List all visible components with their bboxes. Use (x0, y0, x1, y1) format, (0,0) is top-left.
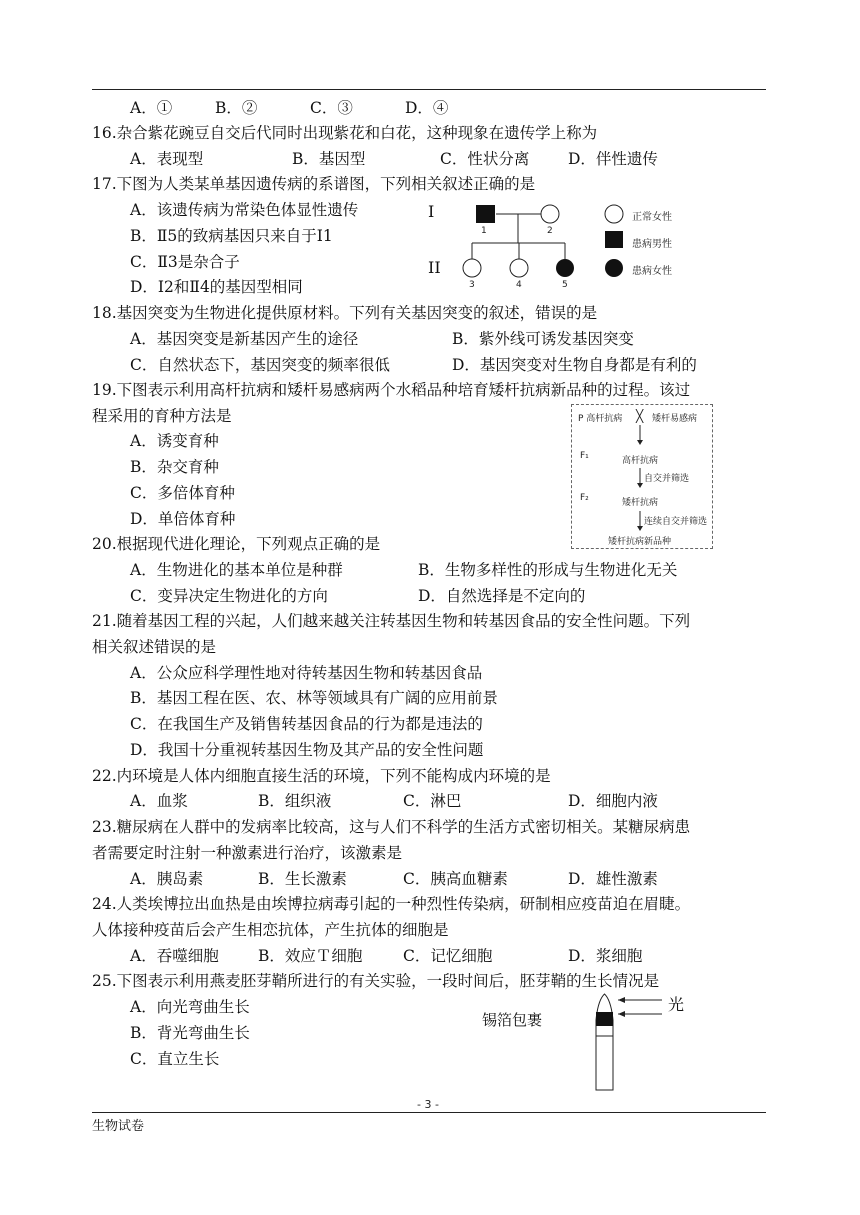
q19-option-d: D．单倍体育种 (130, 510, 236, 528)
breeding-step-2: 连续自交并筛选 (644, 517, 708, 527)
q24-option-a: A．吞噬细胞 (130, 947, 219, 965)
q19-option-a: A．诱变育种 (130, 432, 219, 450)
q25-option-a: A．向光弯曲生长 (130, 998, 250, 1016)
q16-option-c: C．性状分离 (440, 150, 530, 168)
q25-stem: 25.下图表示利用燕麦胚芽鞘所进行的有关实验，一段时间后，胚芽鞘的生长情况是 (92, 972, 660, 990)
q16-stem: 16.杂合紫花豌豆自交后代同时出现紫花和白花，这种现象在遗传学上称为 (92, 124, 598, 142)
top-rule (92, 89, 766, 90)
pedigree-normal-female-4 (510, 259, 528, 277)
q21-stem-line2: 相关叙述错误的是 (92, 638, 217, 656)
pedigree-figure (420, 198, 710, 298)
q18-option-d: D．基因突变对生物自身都是有利的 (452, 356, 697, 374)
pedigree-gen-2-label: II (428, 258, 441, 277)
q21-stem-line1: 21.随着基因工程的兴起，人们越来越关注转基因生物和转基因食品的安全性问题。下列 (92, 612, 691, 630)
light-label: 光 (668, 995, 685, 1014)
q24-option-c: C．记忆细胞 (403, 947, 493, 965)
q20-option-b: B．生物多样性的形成与生物进化无关 (418, 561, 678, 579)
page-number: - 3 - (417, 1098, 439, 1111)
q18-option-c: C．自然状态下，基因突变的频率很低 (130, 356, 390, 374)
breeding-f1-text: 高杆抗病 (622, 456, 659, 466)
q16-option-b: B．基因型 (292, 150, 366, 168)
q20-option-d: D．自然选择是不定向的 (418, 587, 586, 605)
pedigree-id-5: 5 (562, 280, 568, 290)
q23-option-a: A．胰岛素 (130, 870, 204, 888)
breeding-f1-label: F₁ (580, 451, 589, 461)
breeding-step-1: 自交并筛选 (644, 474, 690, 484)
q16-option-d: D．伴性遗传 (568, 150, 658, 168)
q17-option-a: A．该遗传病为常染色体显性遗传 (130, 201, 359, 219)
q21-option-c: C．在我国生产及销售转基因食品的行为都是违法的 (130, 715, 483, 733)
q21-option-a: A．公众应科学理性地对待转基因生物和转基因食品 (130, 664, 483, 682)
q22-stem: 22.内环境是人体内细胞直接生活的环境，下列不能构成内环境的是 (92, 767, 551, 785)
q23-option-c: C．胰高血糖素 (403, 870, 508, 888)
q22-option-a: A．血浆 (130, 792, 188, 810)
q23-stem-line1: 23.糖尿病在人群中的发病率比较高，这与人们不科学的生活方式密切相关。某糖尿病患 (92, 818, 691, 836)
footer-subject: 生物试卷 (92, 1119, 145, 1134)
pedigree-id-1: 1 (481, 226, 487, 236)
q17-option-b: B．Ⅱ5的致病基因只来自于Ⅰ1 (130, 227, 333, 245)
q21-option-b: B．基因工程在医、农、林等领域具有广阔的应用前景 (130, 689, 498, 707)
foil-label: 锡箔包裹 (482, 1011, 543, 1029)
q15-option-a: A．① (130, 99, 173, 117)
q23-option-b: B．生长激素 (258, 870, 347, 888)
pedigree-affected-female-5 (556, 259, 574, 277)
q25-option-b: B．背光弯曲生长 (130, 1024, 250, 1042)
q21-option-d: D．我国十分重视转基因生物及其产品的安全性问题 (130, 741, 484, 759)
q20-option-a: A．生物进化的基本单位是种群 (130, 561, 343, 579)
foil-wrap (596, 1012, 613, 1026)
q18-option-b: B．紫外线可诱发基因突变 (452, 330, 634, 348)
pedigree-normal-female-3 (463, 259, 481, 277)
breeding-f2-label: F₂ (580, 493, 589, 503)
breeding-diagram (571, 404, 713, 549)
pedigree-gen-1-label: I (428, 202, 435, 221)
q18-option-a: A．基因突变是新基因产生的途径 (130, 330, 359, 348)
q22-option-d: D．细胞内液 (568, 792, 658, 810)
q25-option-c: C．直立生长 (130, 1050, 220, 1068)
breeding-result: 矮杆抗病新品种 (608, 537, 672, 547)
q17-stem: 17.下图为人类某单基因遗传病的系谱图，下列相关叙述正确的是 (92, 175, 536, 193)
legend-normal-female-symbol (605, 205, 623, 223)
q23-option-d: D．雄性激素 (568, 870, 658, 888)
pedigree-id-2: 2 (547, 226, 553, 236)
pedigree-affected-male-1 (476, 205, 495, 223)
q24-option-b: B．效应Ｔ细胞 (258, 947, 363, 965)
q20-option-c: C．变异决定生物进化的方向 (130, 587, 328, 605)
q20-stem: 20.根据现代进化理论，下列观点正确的是 (92, 535, 381, 553)
legend-affected-female-symbol (605, 259, 623, 277)
q15-option-d: D．④ (405, 99, 449, 117)
breeding-f2-text: 矮杆抗病 (622, 498, 659, 508)
q15-option-c: C．③ (310, 99, 353, 117)
q16-option-a: A．表现型 (130, 150, 204, 168)
q19-option-c: C．多倍体育种 (130, 484, 235, 502)
q23-stem-line2: 者需要定时注射一种激素进行治疗，该激素是 (92, 844, 403, 862)
q19-option-b: B．杂交育种 (130, 458, 219, 476)
q15-option-b: B．② (215, 99, 258, 117)
q17-option-d: D．Ⅰ2和Ⅱ4的基因型相同 (130, 278, 303, 296)
q19-stem-line2: 程采用的育种方法是 (92, 407, 232, 425)
q24-option-d: D．浆细胞 (568, 947, 643, 965)
pedigree-id-3: 3 (469, 280, 475, 290)
q19-stem-line1: 19.下图表示利用高杆抗病和矮杆易感病两个水稻品种培育矮杆抗病新品种的过程。该过 (92, 381, 691, 399)
legend-normal-female-label: 正常女性 (632, 212, 672, 223)
breeding-arrows (572, 405, 714, 550)
q24-stem-line1: 24.人类埃博拉出血热是由埃博拉病毒引起的一种烈性传染病，研制相应疫苗迫在眉睫。 (92, 895, 691, 913)
q18-stem: 18.基因突变为生物进化提供原材料。下列有关基因突变的叙述，错误的是 (92, 304, 598, 322)
pedigree-id-4: 4 (516, 280, 522, 290)
q24-stem-line2: 人体接种疫苗后会产生相恋抗体，产生抗体的细胞是 (92, 921, 449, 939)
footer-rule (92, 1112, 766, 1113)
legend-affected-male-symbol (605, 231, 623, 248)
legend-affected-female-label: 患病女性 (632, 266, 672, 277)
breeding-parent-1: P 高杆抗病 (578, 414, 623, 424)
pedigree-normal-female-2 (541, 205, 559, 223)
q22-option-b: B．组织液 (258, 792, 332, 810)
legend-affected-male-label: 患病男性 (632, 239, 672, 250)
breeding-parent-2: 矮杆易感病 (652, 414, 698, 424)
q17-option-c: C．Ⅱ3是杂合子 (130, 253, 240, 271)
coleoptile-figure (480, 990, 710, 1096)
breeding-cross-symbol: ╳ (636, 409, 644, 423)
q22-option-c: C．淋巴 (403, 792, 462, 810)
